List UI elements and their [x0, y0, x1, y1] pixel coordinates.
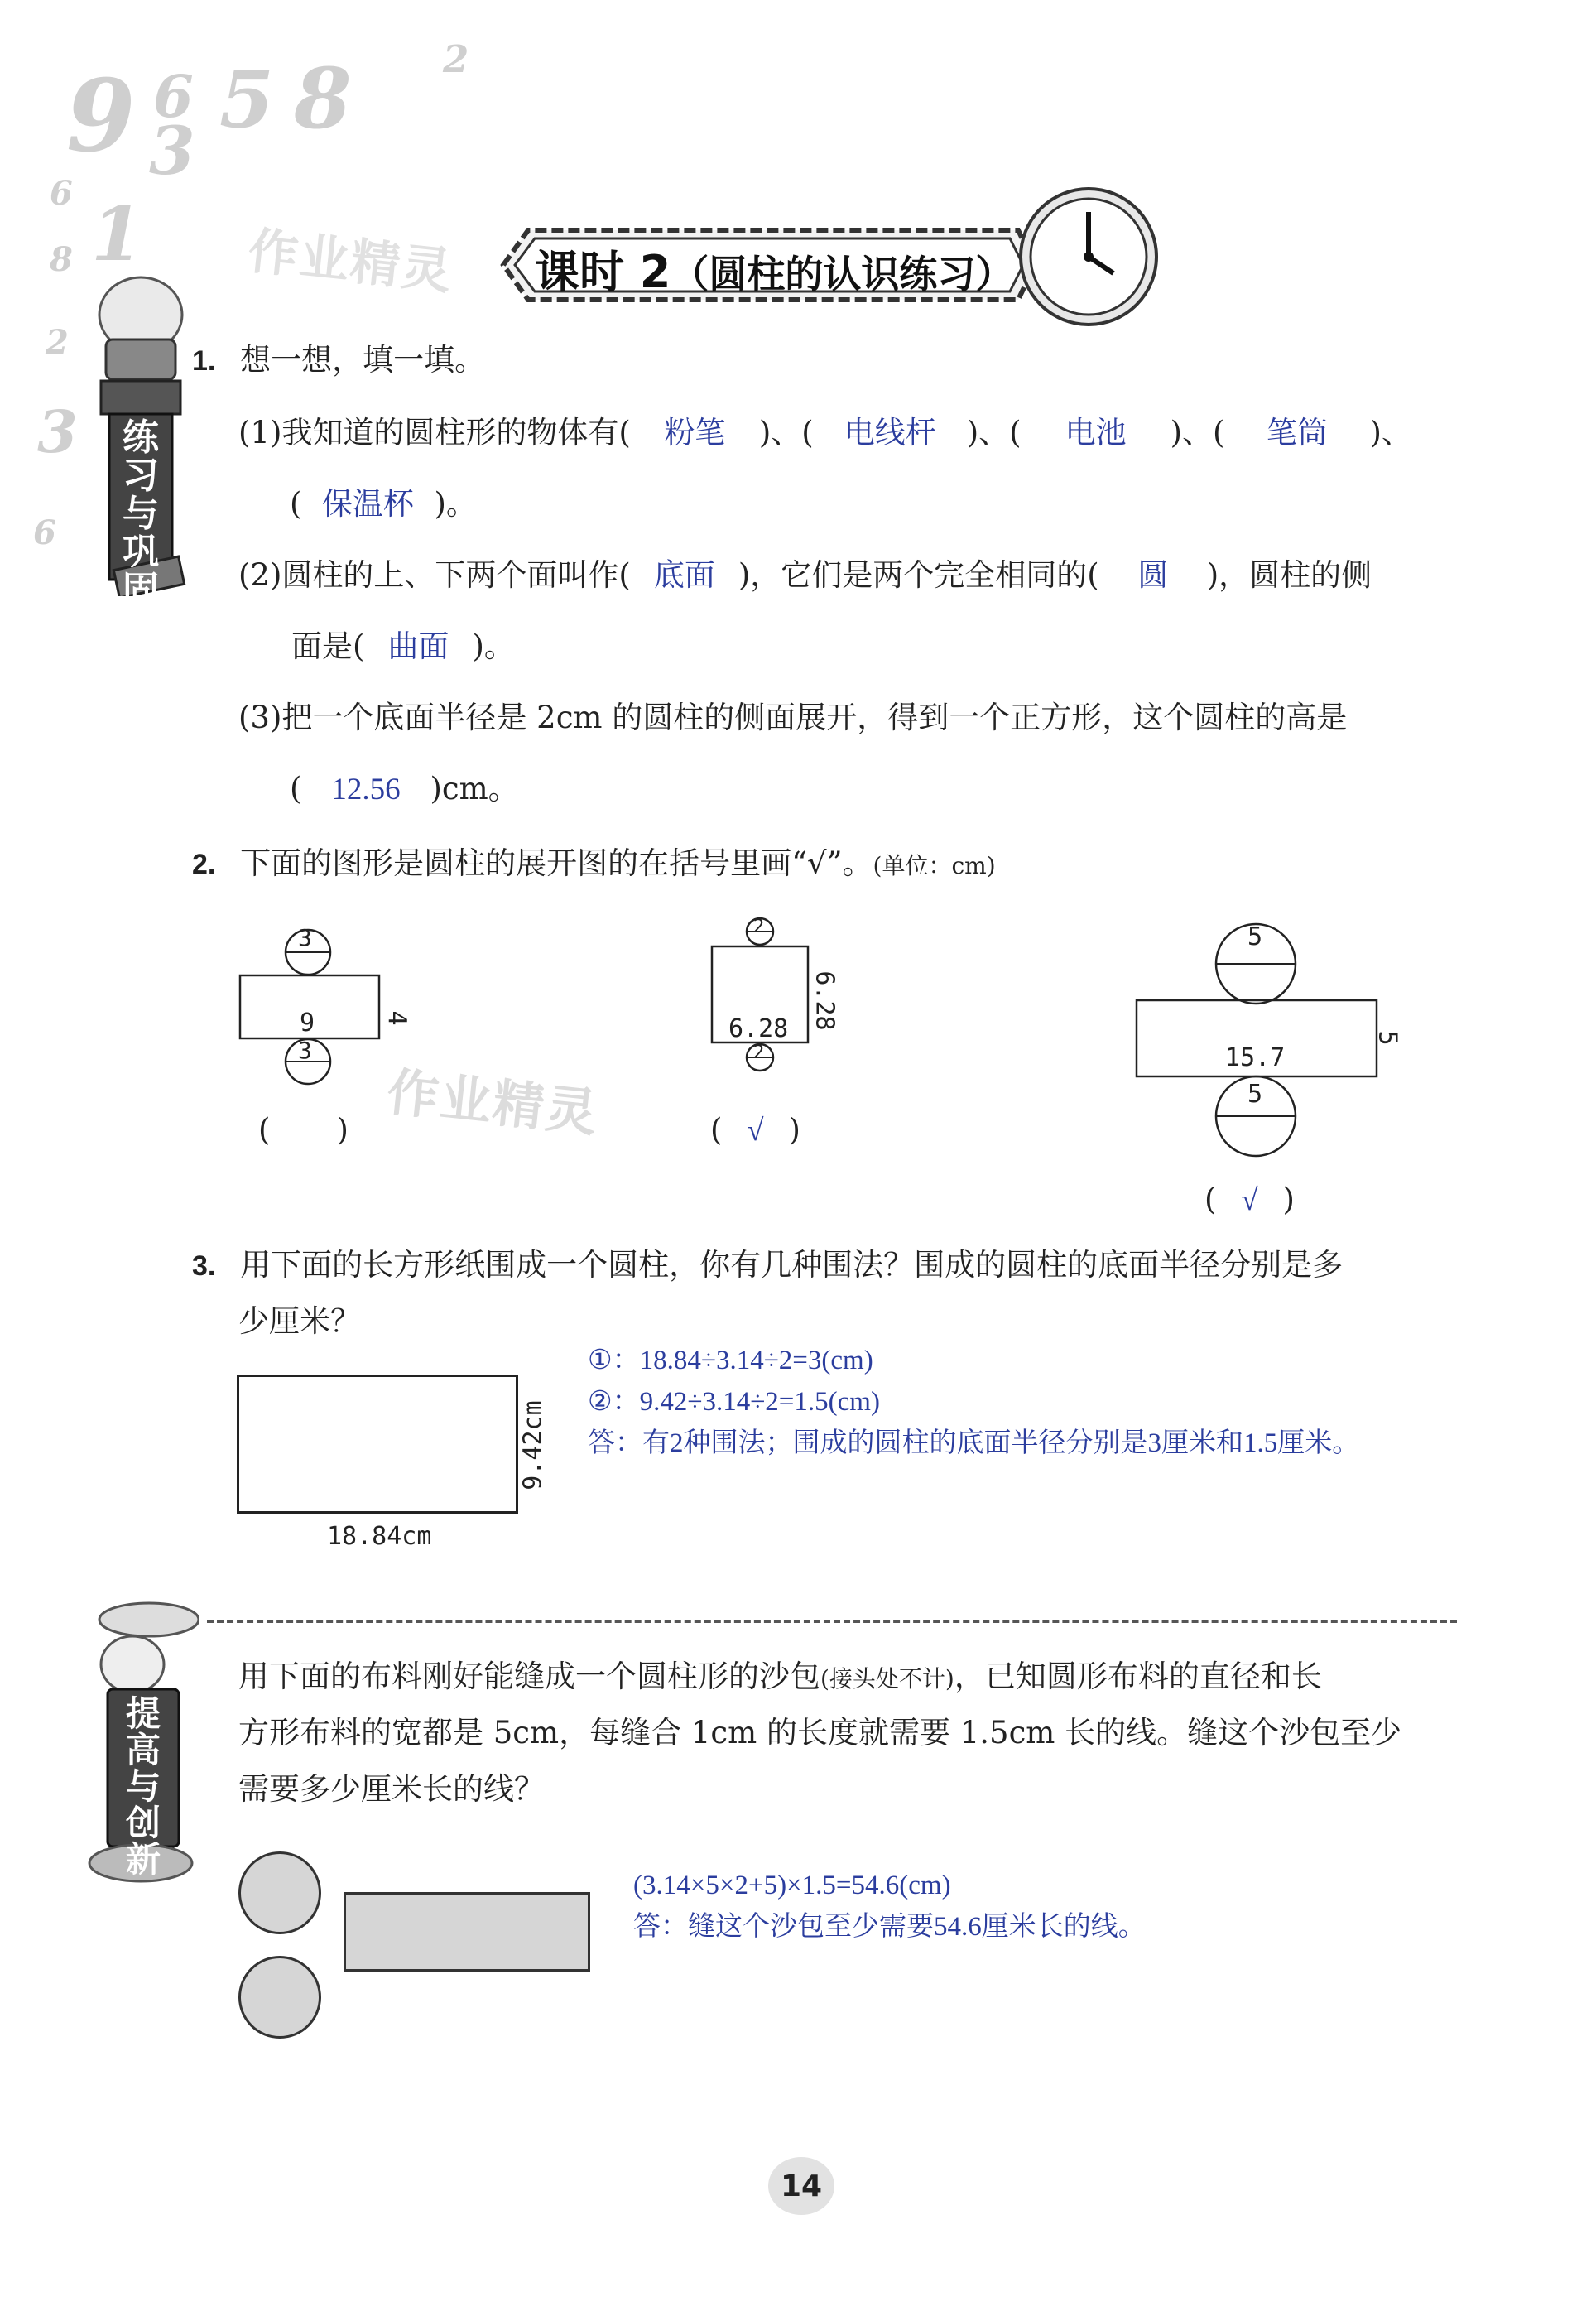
q1-text: )cm。 — [430, 771, 519, 807]
net-figure-3 — [1130, 917, 1411, 1159]
question-4-line2 — [238, 1714, 1401, 1752]
question-note: (接头处不计) — [820, 1665, 954, 1692]
q1-part3-line2 — [290, 770, 519, 809]
height-label: 5 — [1372, 1030, 1402, 1046]
answer-blank: 底面 — [653, 559, 715, 593]
watermark: 作业精灵 — [384, 1061, 602, 1144]
q1-text: 面是( — [291, 628, 365, 664]
q1-text: )，它们是两个完全相同的( — [738, 557, 1099, 593]
section-badge-advanced — [83, 1598, 199, 1896]
section-divider — [207, 1620, 1457, 1623]
q1-text: )。 — [472, 628, 515, 664]
q1-text: )，圆柱的侧 — [1206, 557, 1372, 593]
answer-blank: 曲面 — [387, 630, 449, 664]
question-4-line3 — [238, 1770, 545, 1808]
watermark: 作业精灵 — [245, 222, 456, 301]
lesson-title: 课时 2 — [535, 246, 671, 298]
question-prompt: 下面的图形是圆柱的展开图的在括号里画“√”。 — [240, 845, 873, 881]
question-number: 1. — [192, 345, 216, 377]
answer-blank: 电池 — [1065, 416, 1127, 450]
diameter-label: 5 — [1247, 1080, 1263, 1109]
deco-digit: 2 — [443, 37, 469, 81]
paren-text: ( — [258, 1112, 271, 1148]
deco-digit: 6 — [33, 513, 56, 552]
deco-digit: 3 — [37, 397, 78, 466]
section-badge-label: 练习与巩固 — [123, 416, 159, 611]
deco-digit: 8 — [50, 240, 73, 279]
fabric-circle-top — [238, 1851, 321, 1934]
question-2 — [192, 845, 996, 883]
q1-part2-line1 — [238, 556, 1372, 595]
lesson-subtitle: （圆柱的认识练习） — [671, 252, 1014, 296]
q1-text: )、( — [1170, 415, 1225, 450]
deco-digit: 2 — [46, 323, 69, 362]
paren-text: ( — [710, 1112, 723, 1148]
height-label: 6.28 — [810, 970, 839, 1031]
page-number-badge — [768, 2157, 834, 2215]
width-label: 6.28 — [728, 1014, 789, 1043]
question-prompt: 少厘米？ — [238, 1303, 361, 1339]
deco-digit: 6 — [153, 62, 194, 131]
section-badge-practice — [91, 265, 190, 611]
question-prompt: 用下面的布料刚好能缝成一个圆柱形的沙包 — [238, 1659, 820, 1694]
section-badge-label: 提高与创新 — [125, 1693, 161, 1880]
diameter-label: 3 — [298, 924, 312, 951]
answer-line: ②：9.42÷3.14÷2=1.5(cm) — [588, 1387, 880, 1417]
answer-blank: 12.56 — [331, 773, 401, 807]
deco-digit: 8 — [294, 50, 352, 147]
lesson-title-banner — [497, 222, 1043, 308]
paren-text: ( — [1204, 1182, 1217, 1217]
answer-line: (3.14×5×2+5)×1.5=54.6(cm) — [633, 1871, 951, 1900]
fabric-rectangle — [344, 1892, 590, 1972]
q4-answer — [633, 1865, 1146, 1948]
question-1 — [192, 341, 485, 379]
deco-digit: 3 — [149, 112, 195, 190]
fabric-circle-bottom — [238, 1956, 321, 2039]
question-number: 2. — [192, 849, 216, 880]
checkbox-paren-3[interactable] — [1204, 1181, 1295, 1220]
deco-digit: 6 — [50, 174, 73, 213]
answer-blank: 保温杯 — [321, 488, 414, 522]
question-3 — [192, 1246, 1343, 1284]
diameter-label: 2 — [753, 1042, 765, 1063]
answer-blank: 笔筒 — [1266, 416, 1328, 450]
check-mark: √ — [747, 1114, 764, 1148]
q1-text: ( — [290, 486, 302, 522]
question-number: 3. — [192, 1250, 216, 1282]
height-label: 4 — [382, 1010, 411, 1026]
q1-text: (3)把一个底面半径是 2cm 的圆柱的侧面展开，得到一个正方形，这个圆柱的高是 — [238, 700, 1348, 735]
deco-digit: 5 — [219, 54, 275, 146]
checkbox-paren-1[interactable] — [258, 1111, 349, 1149]
diameter-label: 3 — [298, 1037, 312, 1064]
net-figure-2 — [704, 915, 861, 1097]
answer-line: 答：有2种围法；围成的圆柱的底面半径分别是3厘米和1.5厘米。 — [588, 1428, 1360, 1458]
answer-line: ①：18.84÷3.14÷2=3(cm) — [588, 1346, 873, 1375]
answer-blank: 粉笔 — [664, 416, 726, 450]
deco-digit: 9 — [66, 58, 136, 175]
paren-text: ) — [788, 1112, 800, 1148]
q1-text: )、( — [966, 415, 1022, 450]
question-prompt: 方形布料的宽都是 5cm，每缝合 1cm 的长度就需要 1.5cm 长的线。缝这个沙包至少 — [238, 1715, 1402, 1750]
q1-text: (2)圆柱的上、下两个面叫作( — [238, 557, 631, 593]
question-prompt: 想一想，填一填。 — [240, 342, 486, 378]
diameter-label: 5 — [1247, 922, 1263, 951]
q1-text: )。 — [434, 486, 477, 522]
question-prompt: 需要多少厘米长的线？ — [238, 1771, 545, 1807]
answer-blank: 电线杆 — [844, 416, 936, 450]
page-number: 14 — [780, 2169, 823, 2203]
deco-digit: 1 — [91, 190, 143, 278]
question-prompt: ，已知圆形布料的直径和长 — [954, 1659, 1322, 1694]
answer-blank: 圆 — [1137, 559, 1169, 593]
answer-line: 答：缝这个沙包至少需要54.6厘米长的线。 — [633, 1912, 1146, 1942]
q1-text: (1)我知道的圆柱形的物体有( — [238, 415, 631, 450]
paren-text: ) — [1282, 1182, 1295, 1217]
check-mark: √ — [1241, 1183, 1258, 1217]
paren-text: ) — [336, 1112, 349, 1148]
question-prompt: 用下面的长方形纸围成一个圆柱，你有几种围法？围成的圆柱的底面半径分别是多 — [240, 1247, 1344, 1283]
net-figure-1 — [232, 924, 414, 1093]
q1-text: )、 — [1369, 415, 1412, 450]
q3-answer — [588, 1340, 1359, 1464]
q1-text: )、( — [758, 415, 814, 450]
q1-text: ( — [290, 771, 302, 807]
question-4-line1 — [238, 1658, 1322, 1696]
unit-note: (单位：cm) — [873, 852, 996, 879]
diameter-label: 2 — [753, 917, 765, 937]
clock-icon — [1014, 181, 1163, 330]
q1-part1-line1 — [238, 414, 1412, 453]
q1-part1-line2 — [290, 485, 477, 524]
checkbox-paren-2[interactable] — [710, 1111, 800, 1150]
width-label: 15.7 — [1225, 1043, 1286, 1072]
question-3-line2 — [238, 1302, 361, 1341]
height-label: 9.42cm — [518, 1400, 548, 1490]
q1-part2-line2 — [291, 628, 515, 667]
width-label: 9 — [300, 1009, 315, 1038]
paper-rectangle — [237, 1375, 518, 1514]
width-label: 18.84cm — [327, 1522, 432, 1551]
q1-part3-line1 — [238, 699, 1347, 737]
